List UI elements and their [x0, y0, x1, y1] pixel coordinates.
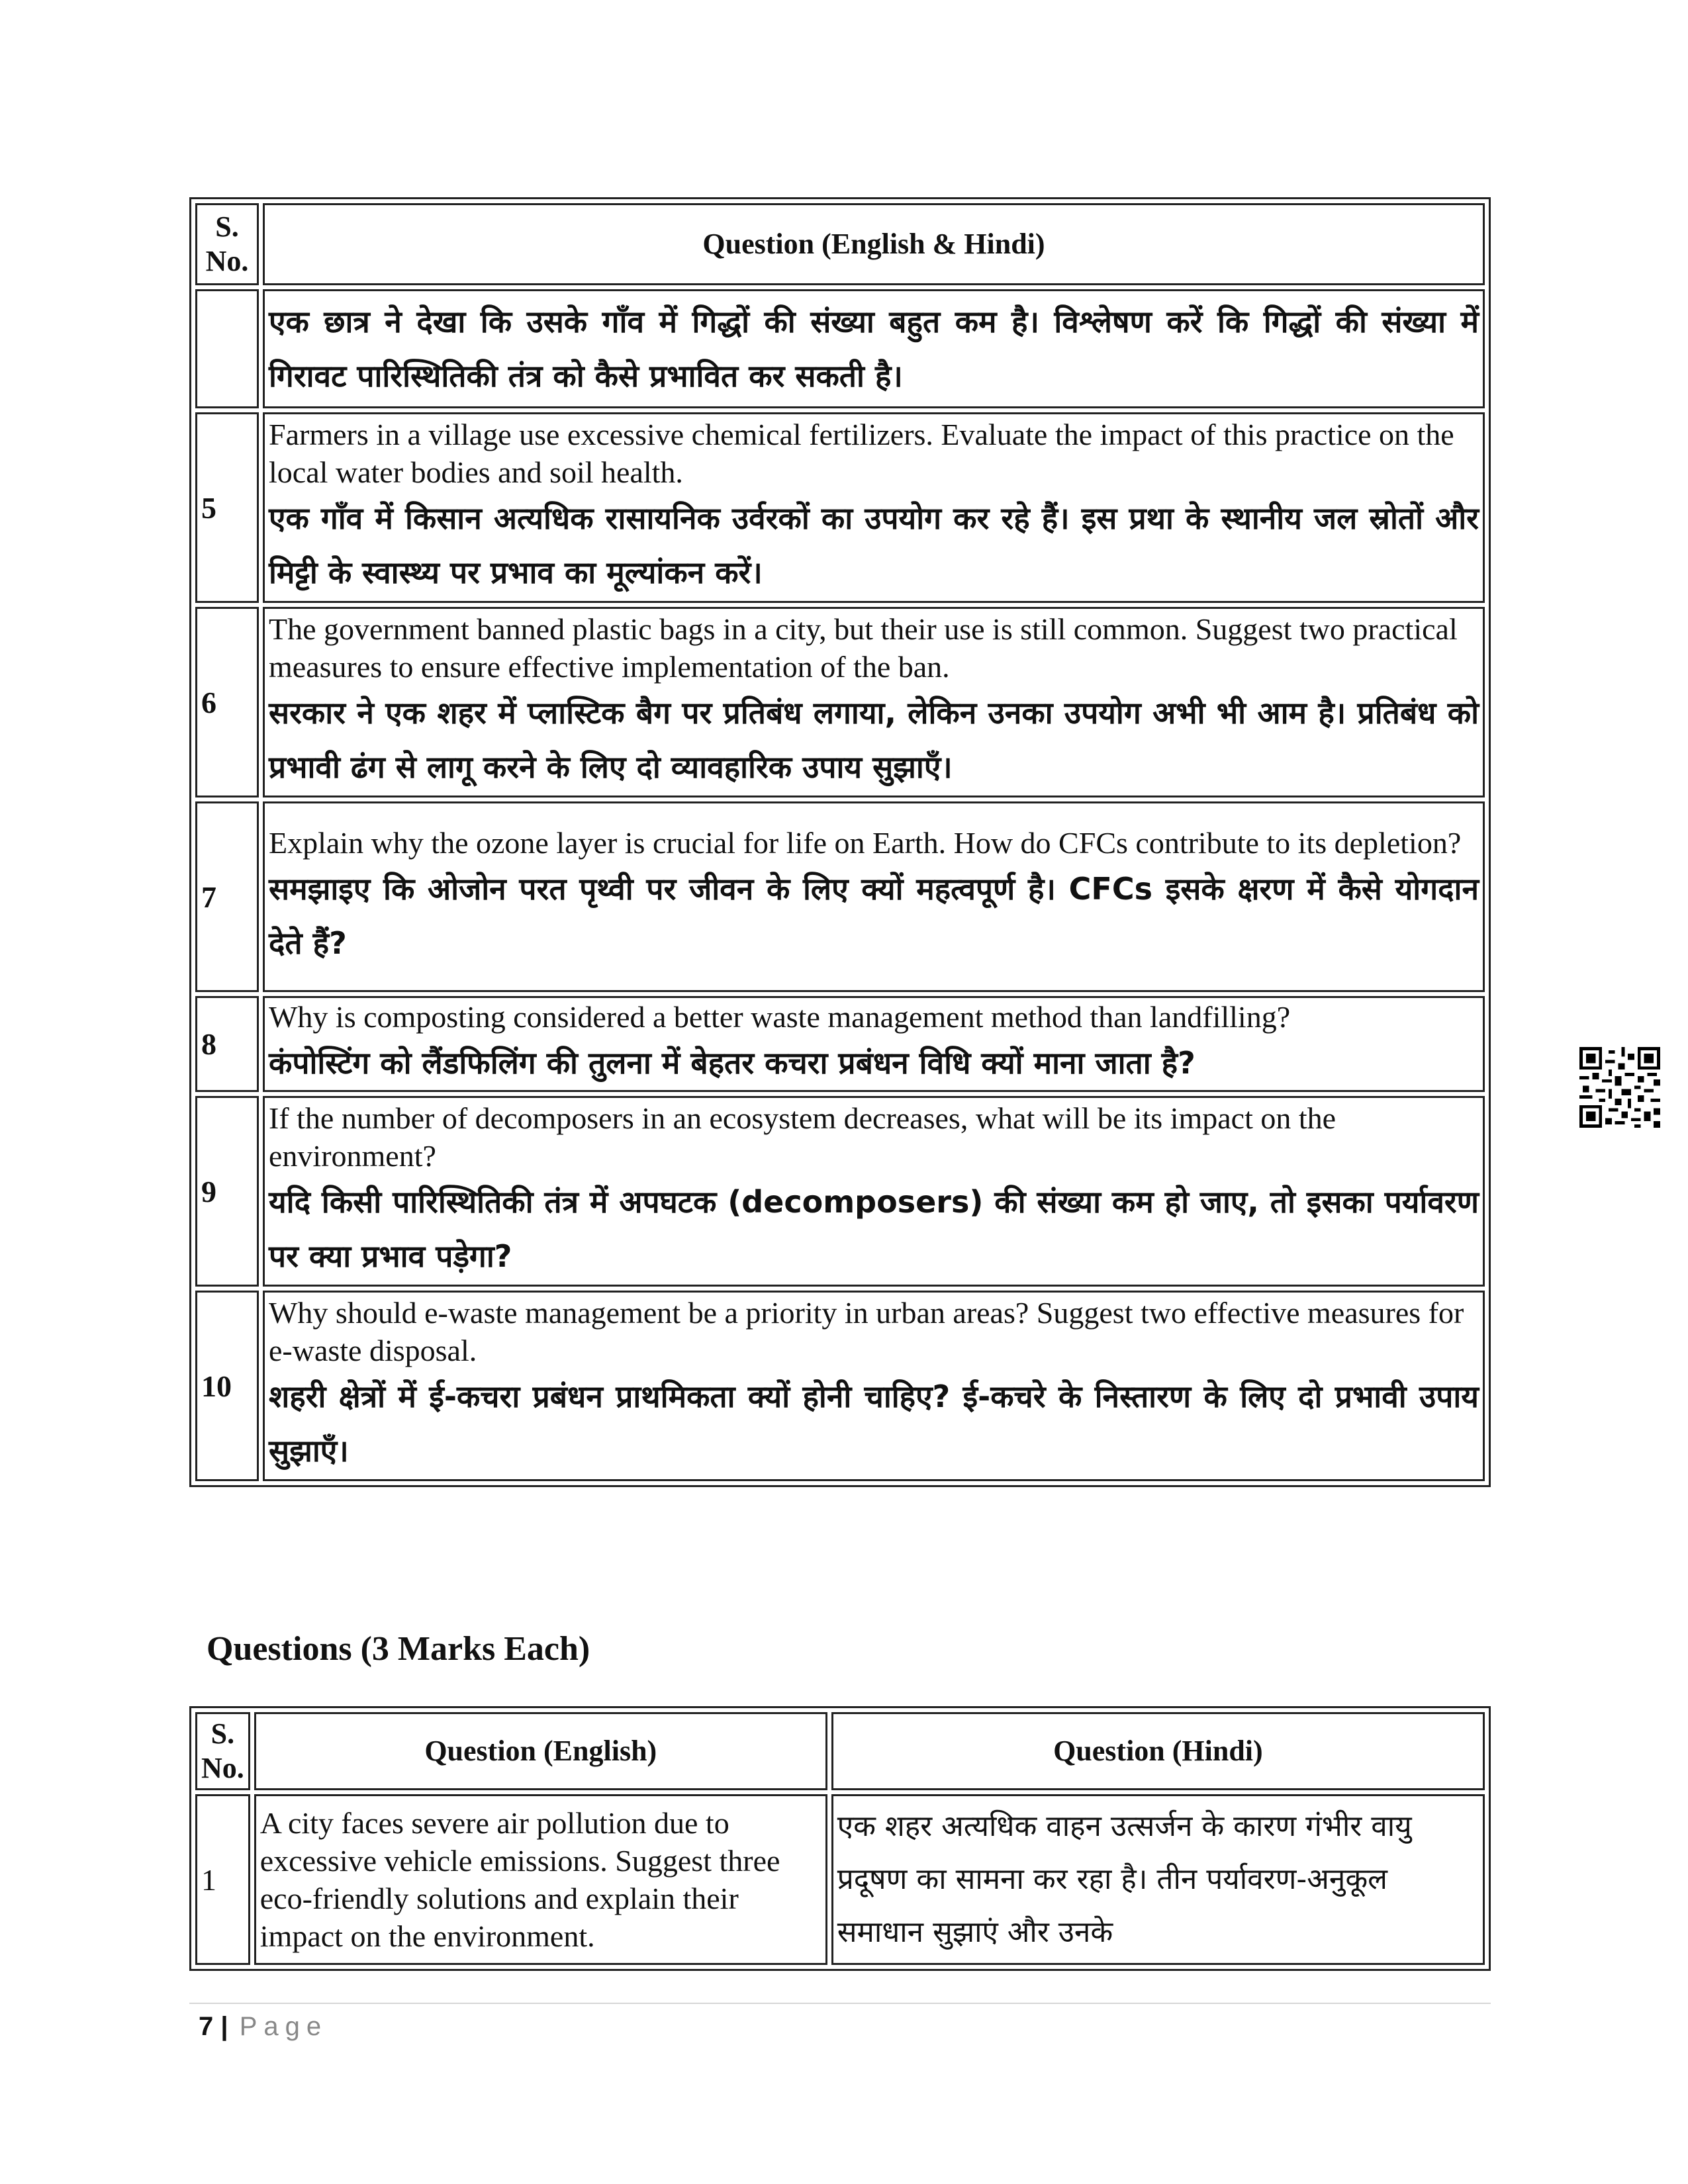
question-hindi: यदि किसी पारिस्थितिकी तंत्र में अपघटक (decomposers) की संख्या कम हो जाए, तो इसका पर्यावरण पर क्या प्रभाव पड़ेगा?	[269, 1184, 1479, 1274]
question-header: Question (English & Hindi)	[263, 203, 1485, 285]
page-label: Page	[239, 2012, 328, 2041]
question-hindi: कंपोस्टिंग को लैंडफिलिंग की तुलना में बेहतर कचरा प्रबंधन विधि क्यों माना जाता है?	[269, 1045, 1196, 1081]
sno-header: S. No.	[195, 1712, 250, 1790]
question-number: 7	[195, 801, 259, 992]
table-row	[195, 289, 1485, 408]
hindi-header: Question (Hindi)	[831, 1712, 1485, 1790]
question-number: 10	[195, 1291, 259, 1481]
question-number: 6	[195, 607, 259, 797]
question-cell	[263, 607, 1485, 797]
question-hindi: समझाइए कि ओजोन परत पृथ्वी पर जीवन के लिए क्यों महत्वपूर्ण है। CFCs इसके क्षरण में कैसे योगदान देते हैं?	[269, 870, 1479, 961]
question-cell	[263, 996, 1485, 1092]
page-footer	[199, 2008, 328, 2045]
table-header-row	[195, 203, 1485, 285]
question-number: 8	[195, 996, 259, 1092]
english-header: Question (English)	[254, 1712, 827, 1790]
question-english: Explain why the ozone layer is crucial for life on Earth. How do CFCs contribute to its depletion?	[269, 825, 1462, 860]
questions-table-english-hindi	[189, 197, 1491, 1487]
question-number	[195, 289, 259, 408]
question-cell	[263, 801, 1485, 992]
page-number: 7	[199, 2012, 214, 2041]
table-row	[195, 412, 1485, 603]
table-header-row	[195, 1712, 1485, 1790]
table-row	[195, 801, 1485, 992]
question-hindi: एक गाँव में किसान अत्यधिक रासायनिक उर्वरकों का उपयोग कर रहे हैं। इस प्रथा के स्थानीय जल स्रोतों और मिट्टी के स्वास्थ्य पर प्रभाव का मूल्यांकन करें।	[269, 500, 1479, 590]
question-number: 5	[195, 412, 259, 603]
question-hindi: सरकार ने एक शहर में प्लास्टिक बैग पर प्रतिबंध लगाया, लेकिन उनका उपयोग अभी भी आम है। प्रतिबंध को प्रभावी ढंग से लागू करने के लिए दो व्यावहारिक उपाय सुझाएँ।	[269, 695, 1479, 785]
table-row	[195, 1096, 1485, 1287]
sno-header: S. No.	[195, 203, 259, 285]
question-cell	[263, 1291, 1485, 1481]
question-number: 9	[195, 1096, 259, 1287]
question-english: Why is composting considered a better waste management method than landfilling?	[269, 1000, 1291, 1034]
table-row	[195, 1291, 1485, 1481]
question-cell	[263, 1096, 1485, 1287]
question-english: The government banned plastic bags in a city, but their use is still common. Suggest two practical measures to ensure effective implementation of the ban.	[269, 612, 1458, 684]
question-cell	[263, 289, 1485, 408]
question-english: If the number of decomposers in an ecosystem decreases, what will be its impact on the environment?	[269, 1101, 1336, 1173]
section-title: Questions (3 Marks Each)	[207, 1630, 590, 1668]
table-row	[195, 607, 1485, 797]
footer-separator: |	[220, 2012, 228, 2041]
question-english: Why should e-waste management be a priority in urban areas? Suggest two effective measures for e-waste disposal.	[269, 1296, 1464, 1367]
question-cell	[263, 412, 1485, 603]
question-hindi: एक छात्र ने देखा कि उसके गाँव में गिद्धों की संख्या बहुत कम है। विश्लेषण करें कि गिद्धों की संख्या में गिरावट पारिस्थितिकी तंत्र को कैसे प्रभावित कर सकती है।	[269, 304, 1479, 394]
table-row	[195, 1794, 1485, 1965]
question-hindi: शहरी क्षेत्रों में ई-कचरा प्रबंधन प्राथमिकता क्यों होनी चाहिए? ई-कचरे के निस्तारण के लिए दो प्रभावी उपाय सुझाएँ।	[269, 1379, 1479, 1469]
table-row	[195, 996, 1485, 1092]
questions-table-3-marks	[189, 1706, 1491, 1971]
question-number: 1	[195, 1794, 250, 1965]
qr-code-icon	[1579, 1047, 1660, 1128]
question-english: Farmers in a village use excessive chemical fertilizers. Evaluate the impact of this practice on the local water bodies and soil health.	[269, 418, 1454, 489]
question-hindi: एक शहर अत्यधिक वाहन उत्सर्जन के कारण गंभीर वायु प्रदूषण का सामना कर रहा है। तीन पर्यावरण-अनुकूल समाधान सुझाएं और उनके	[831, 1794, 1485, 1965]
question-english: A city faces severe air pollution due to excessive vehicle emissions. Suggest three eco-friendly solutions and explain their impact on the environment.	[254, 1794, 827, 1965]
footer-divider	[189, 2003, 1491, 2004]
